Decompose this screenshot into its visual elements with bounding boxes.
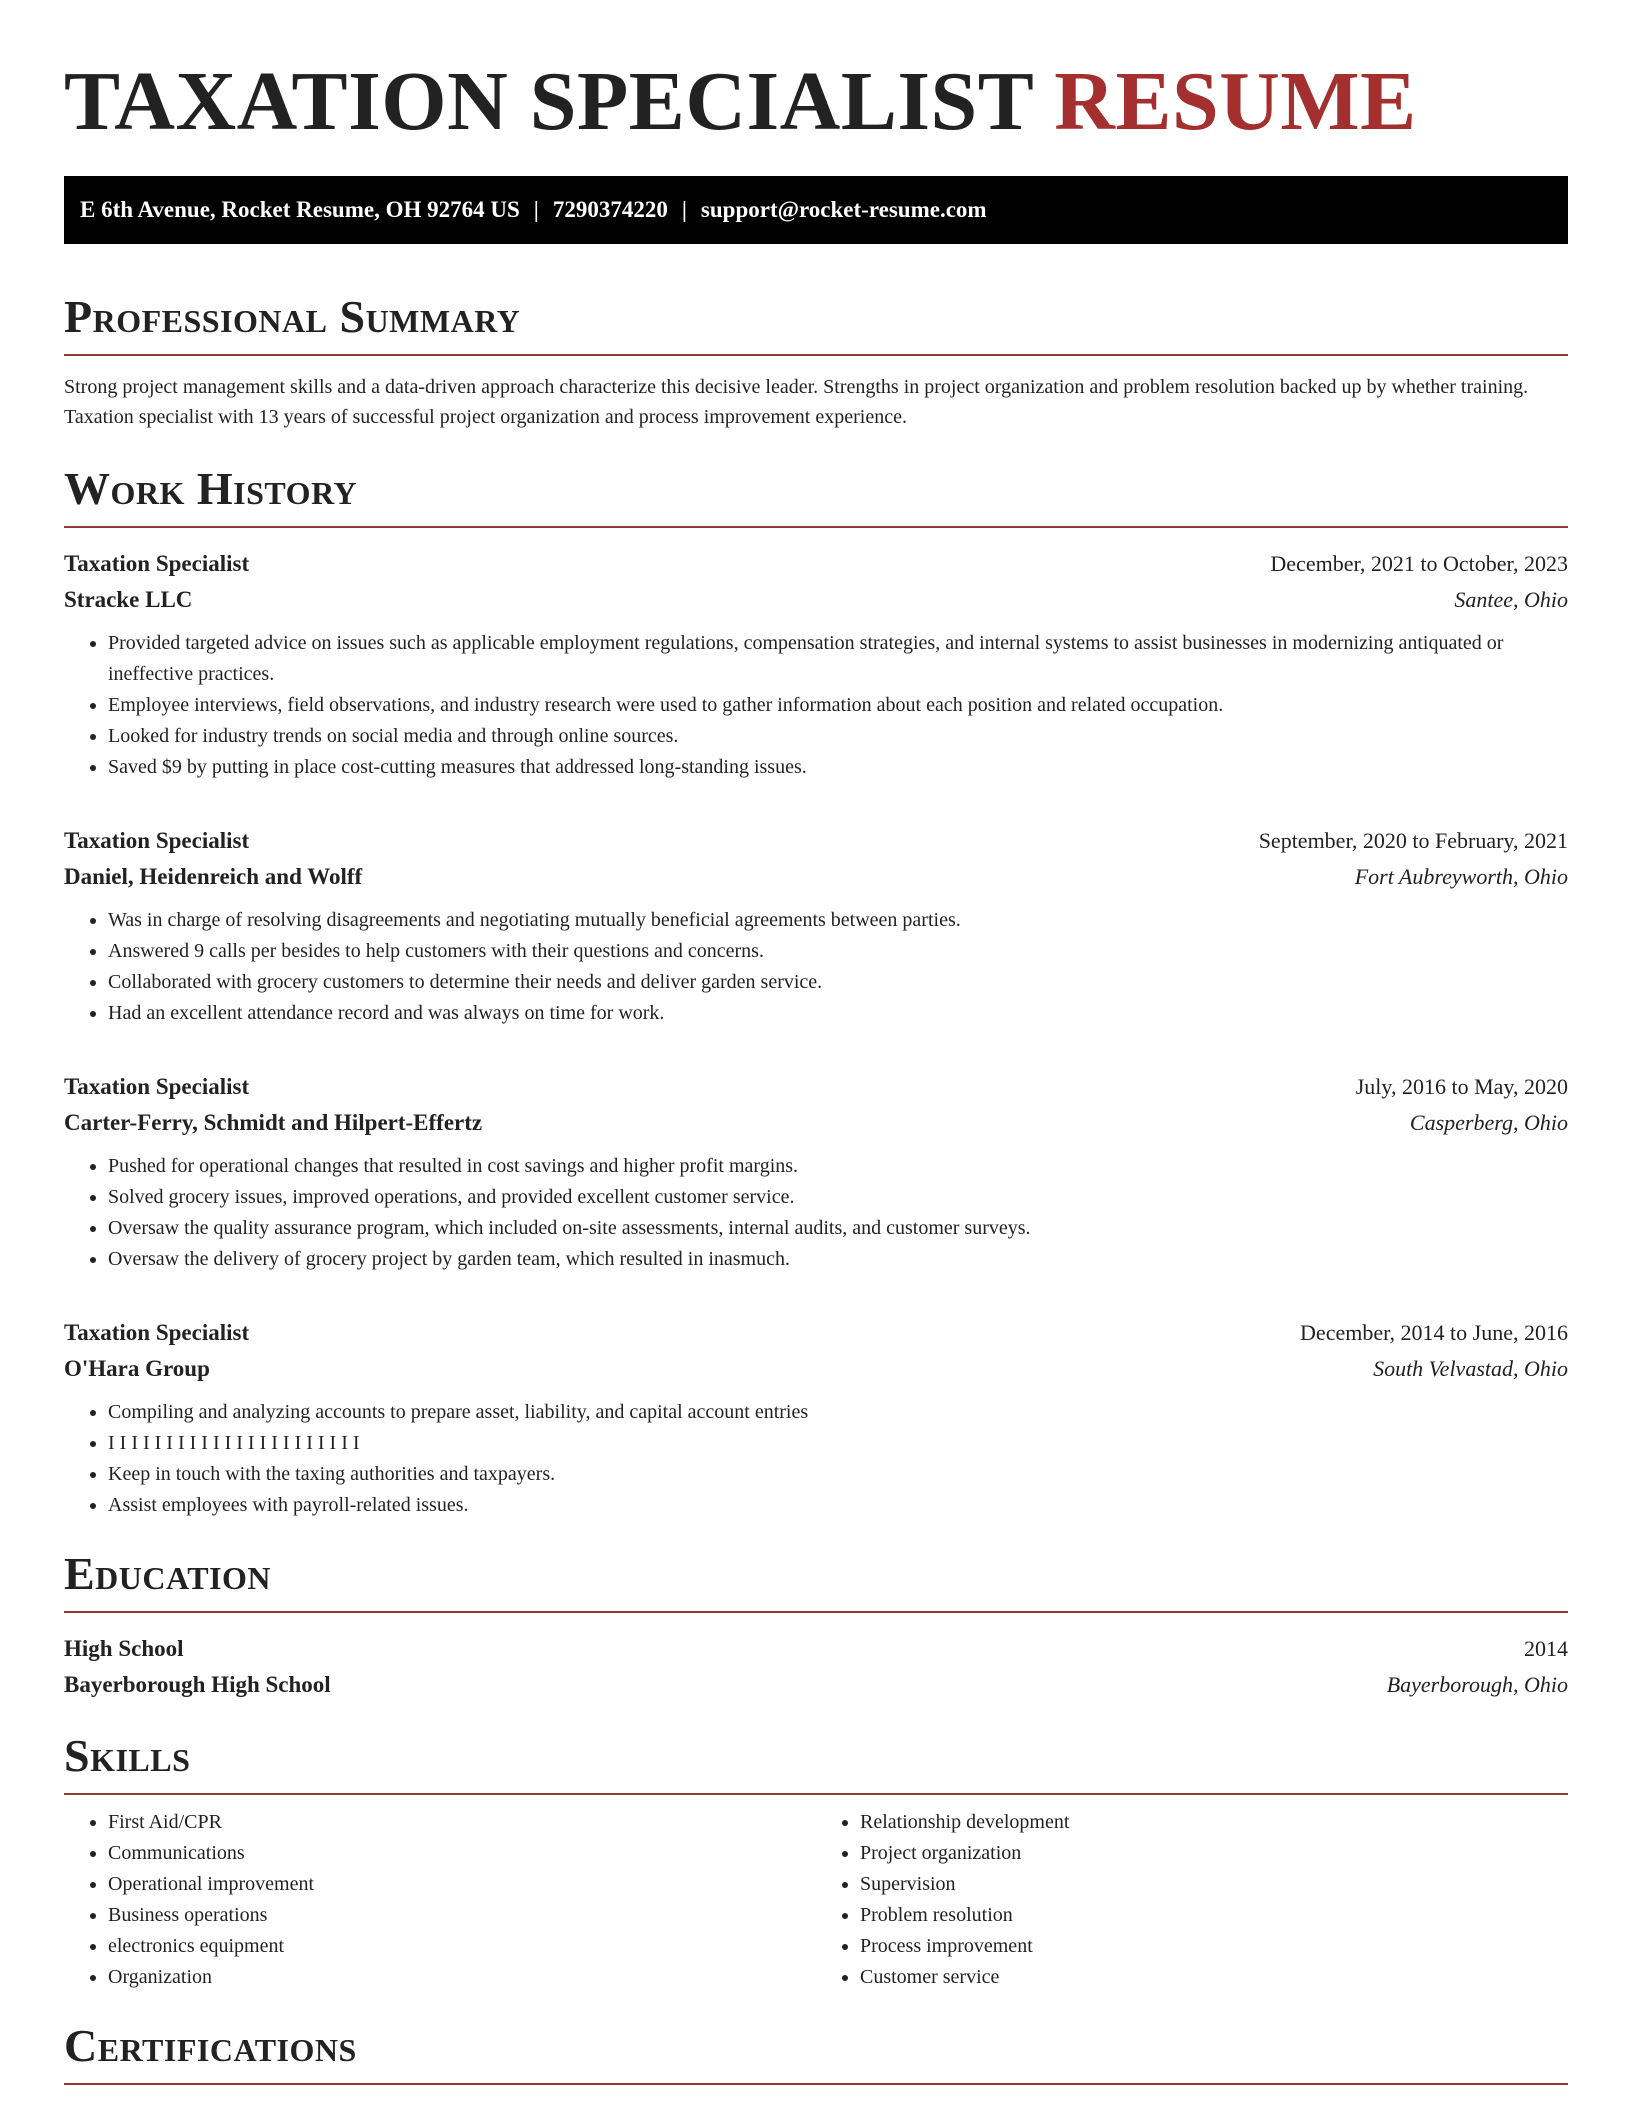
education-location: Bayerborough, Ohio: [1386, 1672, 1568, 1697]
job-bullets: [64, 1151, 1568, 1275]
education-degree: High School: [64, 1636, 184, 1661]
job-location: Santee, Ohio: [1454, 587, 1568, 612]
work-history-heading: Work History: [64, 463, 358, 514]
work-history-section: [64, 462, 1568, 1521]
job-bullet: • Collaborated with grocery customers to determine their needs and deliver garden service.: [108, 967, 1568, 998]
skill-item: • electronics equipment: [108, 1931, 816, 1962]
contact-email: support@rocket-resume.com: [700, 197, 987, 222]
job-bullet: • Had an excellent attendance record and was always on time for work.: [108, 998, 1568, 1029]
education-school: Bayerborough High School: [64, 1672, 331, 1697]
section-divider: [64, 354, 1568, 356]
job-bullets: [64, 628, 1568, 783]
title-accent: RESUME: [1054, 55, 1417, 148]
skill-item: • Business operations: [108, 1900, 816, 1931]
skill-item: • Problem resolution: [860, 1900, 1568, 1931]
job-location: South Velvastad, Ohio: [1373, 1356, 1568, 1381]
section-divider: [64, 526, 1568, 528]
job-dates: July, 2016 to May, 2020: [1355, 1074, 1568, 1099]
certifications-section: [64, 2019, 1568, 2085]
resume-title: [64, 0, 1568, 152]
job-dates: December, 2014 to June, 2016: [1300, 1320, 1568, 1345]
job-bullet: • Pushed for operational changes that resulted in cost savings and higher profit margins.: [108, 1151, 1568, 1182]
job-entry: [64, 1069, 1568, 1275]
skill-item: • Supervision: [860, 1869, 1568, 1900]
education-heading: Education: [64, 1548, 272, 1599]
skill-item: • Organization: [108, 1962, 816, 1993]
job-dates: September, 2020 to February, 2021: [1258, 828, 1568, 853]
job-entry: [64, 823, 1568, 1029]
job-bullet: • Oversaw the delivery of grocery project by garden team, which resulted in inasmuch.: [108, 1244, 1568, 1275]
skill-item: • Project organization: [860, 1838, 1568, 1869]
certifications-heading: Certifications: [64, 2020, 357, 2071]
job-bullet: • Provided targeted advice on issues such as applicable employment regulations, compensation strategies, and internal systems to assist businesses in modernizing antiquated or ineffective practices.: [108, 628, 1568, 690]
job-entry: [64, 546, 1568, 783]
job-bullet: • Answered 9 calls per besides to help customers with their questions and concerns.: [108, 936, 1568, 967]
section-divider: [64, 2083, 1568, 2085]
title-main: TAXATION SPECIALIST: [64, 55, 1055, 148]
job-company: Stracke LLC: [64, 587, 193, 612]
job-title: Taxation Specialist: [64, 1074, 250, 1099]
skill-item: • Customer service: [860, 1962, 1568, 1993]
skill-item: • Relationship development: [860, 1807, 1568, 1838]
summary-heading: Professional Summary: [64, 291, 521, 342]
job-title: Taxation Specialist: [64, 828, 250, 853]
job-bullet: • Solved grocery issues, improved operations, and provided excellent customer service.: [108, 1182, 1568, 1213]
skill-item: • First Aid/CPR: [108, 1807, 816, 1838]
job-bullet: • Was in charge of resolving disagreements and negotiating mutually beneficial agreements between parties.: [108, 905, 1568, 936]
skills-column-right: [816, 1807, 1568, 1993]
contact-address: E 6th Avenue, Rocket Resume, OH 92764 US: [80, 197, 520, 222]
section-divider: [64, 1611, 1568, 1613]
section-divider: [64, 1793, 1568, 1795]
contact-separator: |: [681, 197, 687, 222]
job-bullets: [64, 1397, 1568, 1521]
contact-phone: 7290374220: [552, 197, 668, 222]
summary-text: Strong project management skills and a data-driven approach characterize this decisive leader. Strengths in project organization and problem resolution backed up by whether training. Taxation specialist with 13 years of successful project organization and process improvement experience.: [64, 376, 1529, 428]
job-bullet: • Saved $9 by putting in place cost-cutting measures that addressed long-standing issues.: [108, 752, 1568, 783]
skills-column-left: [64, 1807, 816, 1993]
job-company: Daniel, Heidenreich and Wolff: [64, 864, 363, 889]
job-bullet: • Compiling and analyzing accounts to prepare asset, liability, and capital account entries: [108, 1397, 1568, 1428]
skills-grid: [64, 1807, 1568, 1993]
skill-item: • Communications: [108, 1838, 816, 1869]
job-bullet: • Looked for industry trends on social media and through online sources.: [108, 721, 1568, 752]
education-year: 2014: [1524, 1636, 1568, 1661]
skills-section: [64, 1729, 1568, 1993]
job-title: Taxation Specialist: [64, 1320, 250, 1345]
job-bullet: • I I I I I I I I I I I I I I I I I I I I I I: [108, 1428, 1568, 1459]
summary-section: [64, 290, 1568, 432]
job-bullet: • Keep in touch with the taxing authorities and taxpayers.: [108, 1459, 1568, 1490]
job-bullet: • Employee interviews, field observations, and industry research were used to gather information about each position and related occupation.: [108, 690, 1568, 721]
job-company: O'Hara Group: [64, 1356, 210, 1381]
skill-item: • Operational improvement: [108, 1869, 816, 1900]
job-dates: December, 2021 to October, 2023: [1270, 551, 1568, 576]
job-location: Casperberg, Ohio: [1409, 1110, 1568, 1135]
education-entry: [64, 1631, 1568, 1703]
job-bullets: [64, 905, 1568, 1029]
job-entry: [64, 1315, 1568, 1521]
job-location: Fort Aubreyworth, Ohio: [1354, 864, 1568, 889]
job-title: Taxation Specialist: [64, 551, 250, 576]
job-bullet: • Oversaw the quality assurance program, which included on-site assessments, internal audits, and customer surveys.: [108, 1213, 1568, 1244]
skill-item: • Process improvement: [860, 1931, 1568, 1962]
contact-separator: |: [533, 197, 539, 222]
education-section: [64, 1547, 1568, 1703]
job-company: Carter-Ferry, Schmidt and Hilpert-Effertz: [64, 1110, 483, 1135]
contact-bar: [64, 176, 1568, 244]
job-bullet: • Assist employees with payroll-related issues.: [108, 1490, 1568, 1521]
skills-heading: Skills: [64, 1730, 191, 1781]
